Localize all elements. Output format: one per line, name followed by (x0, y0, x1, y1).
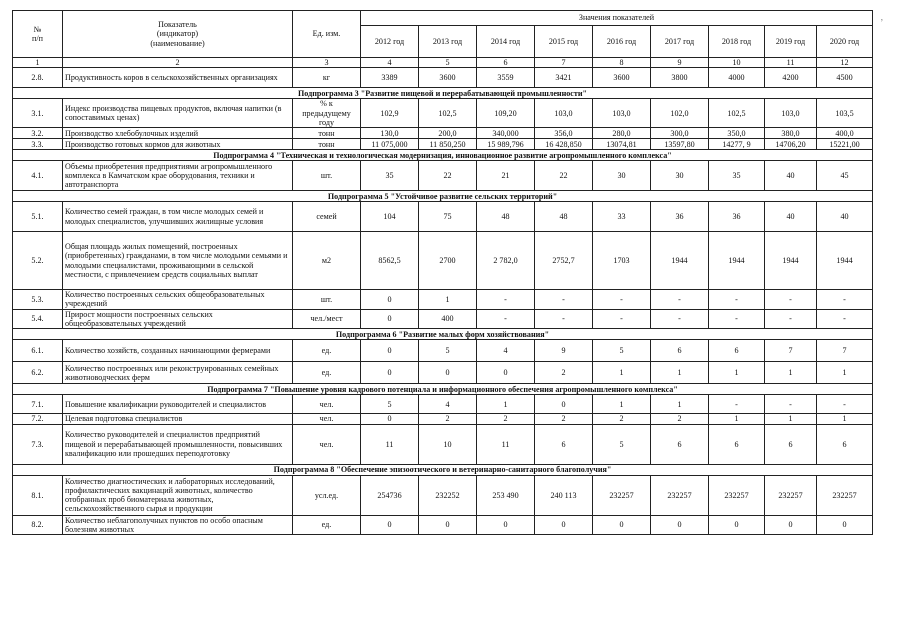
header-year: 2018 год (709, 26, 765, 58)
value-cell: 2 (419, 414, 477, 424)
value-cell: 4500 (817, 68, 873, 88)
value-cell: 103,5 (817, 99, 873, 128)
section-title: Подпрограмма 5 "Устойчивое развитие сельских территорий" (13, 191, 873, 202)
value-cell: - (817, 395, 873, 414)
header-year: 2019 год (765, 26, 817, 58)
table-row (13, 139, 873, 150)
value-cell: 36 (709, 202, 765, 232)
value-cell: 2 (477, 414, 535, 424)
value-cell: 30 (593, 161, 651, 191)
row-number: 3.2. (13, 128, 63, 139)
value-cell: 3600 (419, 68, 477, 88)
value-cell: 7 (817, 340, 873, 362)
indicator-name: Количество руководителей и специалистов предприятий пищевой и перерабатывающей промышленности, повысивших квалификацию или прошедших переподготовку (63, 424, 293, 464)
table-row (13, 475, 873, 515)
value-cell: 0 (535, 515, 593, 535)
indicator-name: Количество семей граждан, в том числе молодых семей и молодых специалистов, улучшивших жилищные условия (63, 202, 293, 232)
value-cell: - (765, 290, 817, 310)
header-index-cell: 11 (765, 58, 817, 68)
unit-cell: тонн (293, 128, 361, 139)
value-cell: 5 (593, 424, 651, 464)
value-cell: 103,0 (765, 99, 817, 128)
value-cell: 6 (817, 424, 873, 464)
unit-cell: м2 (293, 232, 361, 290)
value-cell: 1 (651, 395, 709, 414)
indicator-name: Целевая подготовка специалистов (63, 414, 293, 424)
table-row (13, 202, 873, 232)
value-cell: 22 (419, 161, 477, 191)
table-row (13, 161, 873, 191)
value-cell: 1 (593, 362, 651, 384)
value-cell: 30 (651, 161, 709, 191)
row-number: 6.2. (13, 362, 63, 384)
value-cell: 400,0 (817, 128, 873, 139)
value-cell: 15221,00 (817, 139, 873, 150)
indicator-name: Повышение квалификации руководителей и специалистов (63, 395, 293, 414)
value-cell: 6 (709, 424, 765, 464)
header-index-cell: 7 (535, 58, 593, 68)
unit-cell: чел. (293, 395, 361, 414)
value-cell: 45 (817, 161, 873, 191)
value-cell: 40 (765, 202, 817, 232)
row-number: 4.1. (13, 161, 63, 191)
value-cell: 6 (765, 424, 817, 464)
header-year: 2013 год (419, 26, 477, 58)
value-cell: 102,5 (419, 99, 477, 128)
header-year: 2020 год (817, 26, 873, 58)
row-number: 7.1. (13, 395, 63, 414)
header-index-cell: 3 (293, 58, 361, 68)
value-cell: 0 (535, 395, 593, 414)
value-cell: 40 (765, 161, 817, 191)
value-cell: 0 (419, 515, 477, 535)
section-row (13, 464, 873, 475)
value-cell: - (709, 395, 765, 414)
section-title: Подпрограмма 4 "Техническая и технологическая модернизация, инновационное развитие агропромышленного комплекса" (13, 150, 873, 161)
row-number: 3.1. (13, 99, 63, 128)
table-row (13, 424, 873, 464)
section-title: Подпрограмма 6 "Развитие малых форм хозяйствования" (13, 329, 873, 340)
value-cell: 7 (765, 340, 817, 362)
unit-cell: ед. (293, 515, 361, 535)
value-cell: 350,0 (709, 128, 765, 139)
row-number: 7.3. (13, 424, 63, 464)
value-cell: 11 (361, 424, 419, 464)
value-cell: 1 (709, 414, 765, 424)
value-cell: 1944 (817, 232, 873, 290)
header-year: 2012 год (361, 26, 419, 58)
value-cell: 2 (535, 362, 593, 384)
value-cell: 35 (361, 161, 419, 191)
header-values: Значения показателей (361, 11, 873, 26)
indicator-name: Количество построенных сельских общеобразовательных учреждений (63, 290, 293, 310)
value-cell: - (765, 395, 817, 414)
value-cell: 232257 (765, 475, 817, 515)
table-row (13, 128, 873, 139)
value-cell: 2 (535, 414, 593, 424)
header-year: 2015 год (535, 26, 593, 58)
value-cell: 0 (765, 515, 817, 535)
header-indicator: Показатель (индикатор) (наименование) (63, 11, 293, 58)
value-cell: 0 (817, 515, 873, 535)
indicator-name: Общая площадь жилых помещений, построенных (приобретенных) гражданами, в том числе молодыми семьями и молодыми специалистами, проживающими в сельской местности, с привлечением средств социальных выплат (63, 232, 293, 290)
unit-cell: % к предыдущему году (293, 99, 361, 128)
indicator-name: Объемы приобретения предприятиями агропромышленного комплекса в Камчатском крае оборудования, техники и автотранспорта (63, 161, 293, 191)
value-cell: 6 (651, 340, 709, 362)
value-cell: 11 075,000 (361, 139, 419, 150)
value-cell: 400 (419, 309, 477, 329)
value-cell: 0 (709, 515, 765, 535)
value-cell: - (651, 309, 709, 329)
table-row (13, 362, 873, 384)
value-cell: - (535, 309, 593, 329)
value-cell: 9 (535, 340, 593, 362)
row-number: 8.2. (13, 515, 63, 535)
header-year: 2017 год (651, 26, 709, 58)
unit-cell: ед. (293, 340, 361, 362)
section-title: Подпрограмма 7 "Повышение уровня кадрового потенциала и информационного обеспечения агропромышленного комплекса" (13, 384, 873, 395)
value-cell: 22 (535, 161, 593, 191)
header-num: № п/п (13, 11, 63, 58)
value-cell: 14277, 9 (709, 139, 765, 150)
indicators-table-sheet (12, 10, 872, 535)
value-cell: 0 (419, 362, 477, 384)
unit-cell: тонн (293, 139, 361, 150)
section-row (13, 191, 873, 202)
value-cell: 35 (709, 161, 765, 191)
value-cell: 0 (651, 515, 709, 535)
value-cell: - (817, 309, 873, 329)
value-cell: 380,0 (765, 128, 817, 139)
row-number: 6.1. (13, 340, 63, 362)
section-row (13, 150, 873, 161)
value-cell: 356,0 (535, 128, 593, 139)
value-cell: 33 (593, 202, 651, 232)
value-cell: 3421 (535, 68, 593, 88)
value-cell: 0 (593, 515, 651, 535)
value-cell: 102,0 (651, 99, 709, 128)
corner-mark: , (880, 12, 883, 22)
value-cell: 3389 (361, 68, 419, 88)
section-row (13, 88, 873, 99)
value-cell: - (765, 309, 817, 329)
value-cell: - (535, 290, 593, 310)
indicator-name: Продуктивность коров в сельскохозяйственных организациях (63, 68, 293, 88)
value-cell: 300,0 (651, 128, 709, 139)
value-cell: 102,5 (709, 99, 765, 128)
value-cell: 0 (361, 515, 419, 535)
section-row (13, 329, 873, 340)
value-cell: 1 (817, 414, 873, 424)
value-cell: 130,0 (361, 128, 419, 139)
row-number: 5.3. (13, 290, 63, 310)
table-row (13, 515, 873, 535)
value-cell: 103,0 (593, 99, 651, 128)
value-cell: 10 (419, 424, 477, 464)
value-cell: 48 (535, 202, 593, 232)
value-cell: 1 (817, 362, 873, 384)
value-cell: 232257 (817, 475, 873, 515)
table-row (13, 395, 873, 414)
header-row-top (13, 11, 873, 26)
value-cell: 2 (651, 414, 709, 424)
value-cell: 1703 (593, 232, 651, 290)
value-cell: 1944 (651, 232, 709, 290)
value-cell: 4200 (765, 68, 817, 88)
header-index-cell: 12 (817, 58, 873, 68)
value-cell: 0 (361, 309, 419, 329)
value-cell: - (477, 309, 535, 329)
section-row (13, 384, 873, 395)
table-row (13, 340, 873, 362)
value-cell: 1 (593, 395, 651, 414)
table-row (13, 68, 873, 88)
value-cell: 232257 (709, 475, 765, 515)
value-cell: 4 (477, 340, 535, 362)
header-unit: Ед. изм. (293, 11, 361, 58)
table-row (13, 414, 873, 424)
row-number: 7.2. (13, 414, 63, 424)
value-cell: 4000 (709, 68, 765, 88)
indicators-table (12, 10, 873, 535)
value-cell: 280,0 (593, 128, 651, 139)
table-row (13, 232, 873, 290)
value-cell: 11 (477, 424, 535, 464)
unit-cell: кг (293, 68, 361, 88)
header-index-row (13, 58, 873, 68)
indicator-name: Индекс производства пищевых продуктов, включая напитки (в сопоставимых ценах) (63, 99, 293, 128)
row-number: 5.4. (13, 309, 63, 329)
value-cell: 75 (419, 202, 477, 232)
value-cell: 232257 (593, 475, 651, 515)
value-cell: 1944 (765, 232, 817, 290)
value-cell: 3800 (651, 68, 709, 88)
value-cell: - (651, 290, 709, 310)
value-cell: 253 490 (477, 475, 535, 515)
value-cell: - (593, 309, 651, 329)
value-cell: 1944 (709, 232, 765, 290)
value-cell: 48 (477, 202, 535, 232)
value-cell: 3559 (477, 68, 535, 88)
value-cell: 2 (593, 414, 651, 424)
table-row (13, 290, 873, 310)
value-cell: 13074,81 (593, 139, 651, 150)
value-cell: 13597,80 (651, 139, 709, 150)
indicator-name: Производство хлебобулочных изделий (63, 128, 293, 139)
value-cell: 0 (477, 362, 535, 384)
unit-cell: шт. (293, 161, 361, 191)
value-cell: 254736 (361, 475, 419, 515)
value-cell: 1 (651, 362, 709, 384)
value-cell: 5 (361, 395, 419, 414)
row-number: 5.2. (13, 232, 63, 290)
value-cell: 240 113 (535, 475, 593, 515)
indicator-name: Количество неблагополучных пунктов по особо опасным болезням животных (63, 515, 293, 535)
header-index-cell: 2 (63, 58, 293, 68)
value-cell: 6 (651, 424, 709, 464)
header-year: 2014 год (477, 26, 535, 58)
value-cell: - (593, 290, 651, 310)
header-index-cell: 6 (477, 58, 535, 68)
value-cell: 40 (817, 202, 873, 232)
value-cell: 0 (361, 414, 419, 424)
value-cell: 11 850,250 (419, 139, 477, 150)
value-cell: 3600 (593, 68, 651, 88)
value-cell: 1 (709, 362, 765, 384)
section-title: Подпрограмма 8 "Обеспечение эпизоотического и ветеринарно-санитарного благополучия" (13, 464, 873, 475)
value-cell: 109,20 (477, 99, 535, 128)
table-row (13, 99, 873, 128)
value-cell: 0 (361, 340, 419, 362)
value-cell: 1 (765, 414, 817, 424)
indicator-name: Количество хозяйств, созданных начинающими фермерами (63, 340, 293, 362)
value-cell: 4 (419, 395, 477, 414)
indicator-name: Прирост мощности построенных сельских общеобразовательных учреждений (63, 309, 293, 329)
header-index-cell: 4 (361, 58, 419, 68)
value-cell: 5 (419, 340, 477, 362)
value-cell: 0 (361, 362, 419, 384)
value-cell: 1 (477, 395, 535, 414)
indicators-table-body (13, 68, 873, 535)
value-cell: 8562,5 (361, 232, 419, 290)
row-number: 8.1. (13, 475, 63, 515)
value-cell: 232252 (419, 475, 477, 515)
value-cell: 102,9 (361, 99, 419, 128)
value-cell: - (709, 309, 765, 329)
indicator-name: Количество построенных или реконструированных семейных животноводческих ферм (63, 362, 293, 384)
value-cell: 200,0 (419, 128, 477, 139)
header-year: 2016 год (593, 26, 651, 58)
value-cell: - (817, 290, 873, 310)
value-cell: 5 (593, 340, 651, 362)
header-index-cell: 1 (13, 58, 63, 68)
value-cell: - (477, 290, 535, 310)
value-cell: 1 (419, 290, 477, 310)
table-row (13, 309, 873, 329)
header-index-cell: 8 (593, 58, 651, 68)
value-cell: 103,0 (535, 99, 593, 128)
header-index-cell: 9 (651, 58, 709, 68)
row-number: 5.1. (13, 202, 63, 232)
header-index-cell: 5 (419, 58, 477, 68)
value-cell: 104 (361, 202, 419, 232)
value-cell: 16 428,850 (535, 139, 593, 150)
unit-cell: чел. (293, 424, 361, 464)
indicator-name: Производство готовых кормов для животных (63, 139, 293, 150)
value-cell: 36 (651, 202, 709, 232)
value-cell: 14706,20 (765, 139, 817, 150)
value-cell: 2 782,0 (477, 232, 535, 290)
section-title: Подпрограмма 3 "Развитие пищевой и перерабатывающей промышленности" (13, 88, 873, 99)
row-number: 3.3. (13, 139, 63, 150)
unit-cell: ед. (293, 362, 361, 384)
value-cell: 1 (765, 362, 817, 384)
unit-cell: семей (293, 202, 361, 232)
value-cell: 0 (477, 515, 535, 535)
unit-cell: чел. (293, 414, 361, 424)
value-cell: 6 (535, 424, 593, 464)
header-index-cell: 10 (709, 58, 765, 68)
value-cell: 6 (709, 340, 765, 362)
indicator-name: Количество диагностических и лабораторных исследований, профилактических вакцинаций животных, количество отобранных проб биоматериала животных, сельскохозяйственного сырья и продукции (63, 475, 293, 515)
unit-cell: чел./мест (293, 309, 361, 329)
value-cell: 21 (477, 161, 535, 191)
value-cell: 0 (361, 290, 419, 310)
value-cell: 232257 (651, 475, 709, 515)
value-cell: 2700 (419, 232, 477, 290)
value-cell: 2752,7 (535, 232, 593, 290)
value-cell: 340,000 (477, 128, 535, 139)
value-cell: - (709, 290, 765, 310)
unit-cell: усл.ед. (293, 475, 361, 515)
unit-cell: шт. (293, 290, 361, 310)
row-number: 2.8. (13, 68, 63, 88)
value-cell: 15 989,796 (477, 139, 535, 150)
